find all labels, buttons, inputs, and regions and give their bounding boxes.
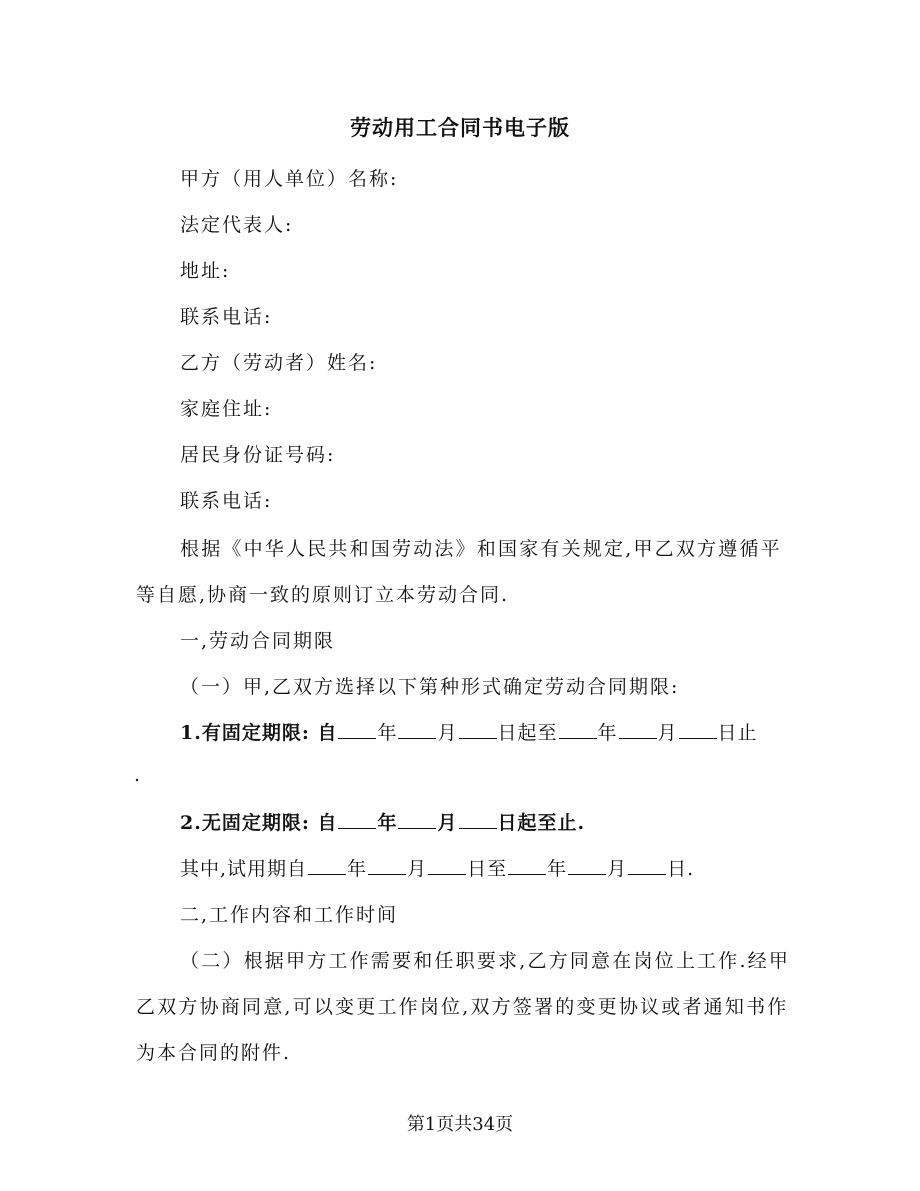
fill-blank <box>508 856 546 875</box>
day-end-label: 日. <box>667 858 695 880</box>
section-1-subclause: （一）甲,乙双方选择以下第种形式确定劳动合同期限: <box>180 676 680 698</box>
fill-blank <box>559 720 597 739</box>
fill-blank <box>338 720 376 739</box>
fill-blank <box>459 810 497 829</box>
open-term-label: 2.无固定期限: 自 <box>180 812 338 834</box>
fill-blank <box>368 856 406 875</box>
party-b-name-field: 乙方（劳动者）姓名: <box>180 352 378 374</box>
section-1-heading: 一,劳动合同期限 <box>180 630 336 652</box>
fill-blank <box>398 720 436 739</box>
month-label: 月 <box>657 722 678 744</box>
party-b-phone-field: 联系电话: <box>180 490 273 512</box>
month-label: 月 <box>607 858 628 880</box>
fixed-term-line <box>180 720 758 746</box>
section-2-paragraph-line-3: 为本合同的附件. <box>136 1042 292 1064</box>
probation-label: 其中,试用期自 <box>180 858 308 880</box>
intro-paragraph-line-1: 根据《中华人民共和国劳动法》和国家有关规定,甲乙双方遵循平 <box>180 538 782 560</box>
legal-representative-field: 法定代表人: <box>180 214 294 236</box>
month-label: 月 <box>437 812 458 834</box>
fixed-term-trailing-period: . <box>134 764 143 786</box>
intro-paragraph-line-2: 等自愿,协商一致的原则订立本劳动合同. <box>136 584 510 606</box>
fill-blank <box>459 720 497 739</box>
month-label: 月 <box>407 858 428 880</box>
fill-blank <box>428 856 466 875</box>
fill-blank <box>619 720 657 739</box>
year-label: 年 <box>597 722 618 744</box>
fill-blank <box>568 856 606 875</box>
fill-blank <box>338 810 376 829</box>
fixed-term-label: 1.有固定期限: 自 <box>180 722 338 744</box>
home-address-field: 家庭住址: <box>180 398 273 420</box>
month-label: 月 <box>437 722 458 744</box>
fill-blank <box>398 810 436 829</box>
party-a-name-field: 甲方（用人单位）名称: <box>180 168 399 190</box>
day-from-label: 日起至 <box>497 722 558 744</box>
day-to-label: 日至 <box>467 858 508 880</box>
year-label: 年 <box>377 812 398 834</box>
day-end-label: 日起至止. <box>497 812 586 834</box>
page-number-footer: 第1页共34页 <box>406 1114 514 1135</box>
section-2-heading: 二,工作内容和工作时间 <box>180 904 399 926</box>
year-label: 年 <box>547 858 568 880</box>
id-number-field: 居民身份证号码: <box>180 444 336 466</box>
year-label: 年 <box>377 722 398 744</box>
probation-line <box>180 856 694 882</box>
open-term-line <box>180 810 585 836</box>
address-field: 地址: <box>180 260 231 282</box>
year-label: 年 <box>347 858 368 880</box>
party-a-phone-field: 联系电话: <box>180 306 273 328</box>
fill-blank <box>308 856 346 875</box>
section-2-paragraph-line-2: 乙双方协商同意,可以变更工作岗位,双方签署的变更协议或者通知书作 <box>136 996 789 1018</box>
fill-blank <box>628 856 666 875</box>
fill-blank <box>679 720 717 739</box>
day-end-label: 日止 <box>717 722 758 744</box>
document-title: 劳动用工合同书电子版 <box>350 115 570 140</box>
section-2-paragraph-line-1: （二）根据甲方工作需要和任职要求,乙方同意在岗位上工作.经甲 <box>180 950 791 972</box>
